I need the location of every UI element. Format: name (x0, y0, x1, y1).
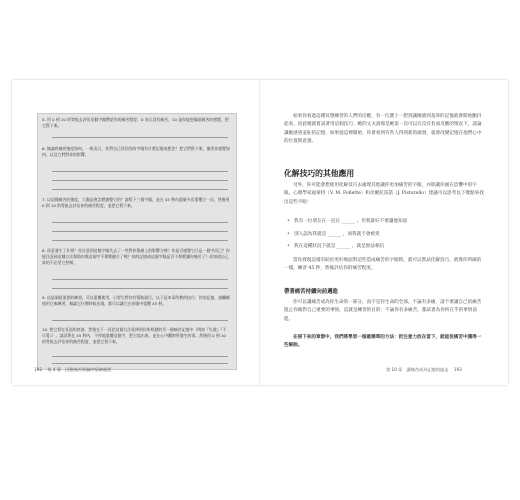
paragraph-3: 當你發現這樣有助於更好地面對這些造成痛苦的字眼時，就可以嘗試化解技巧，就像你所做的一樣，練習 45 秒，然後評估你的痛苦程度。 (284, 258, 482, 272)
left-footer (30, 367, 111, 373)
emphasis-paragraph: 在接下來的章節中，我們將學習一個最簡單的方法：把注意力放在當下，就能從痛苦中獲得一些解脫。 (284, 335, 482, 349)
question-10: 10. 把它寫在頁面的底部，然後在下一頁把這個方法延伸到你所經歷的另一個痛苦記憶中（例如『失敗』『不可愛』）。請試著在 45 秒內，不停地重覆這個字，把它唸出來，並在心中觀察所發生的事。然後用 0 到 10 的等級去評估你的痛苦程度，並把它寫下來。 (42, 327, 227, 344)
bullet-item: • 我在這種狀況下就是 ______ ，就是無法相信 (294, 244, 484, 250)
right-footer (386, 367, 466, 373)
question-6: 6. 無論疼痛的強度如何，一般而言，你對自己所回答的字眼有什麼記憶或想法？把它們寫下來，描述你感覺如何，以及它們對你的影響。 (42, 146, 230, 157)
answer-line[interactable] (52, 222, 228, 223)
paragraph-intro: 如果你看過這種冥想練習的人們的反應，有一位護士一想到讓她感到羞辱的記憶就會開始顫抖起來，因此她就嘗試著用這個技巧；她的丈夫說那是她第一次可以在沒有負面反應的情況下，談論讓她感到羞恥的記憶，如果從這裡開始，你會看到有些人得到新的啟發，就會改變記憶在他們心中的位置與意義。 (284, 114, 482, 145)
answer-line[interactable] (52, 137, 228, 138)
answer-line[interactable] (52, 320, 228, 321)
paragraph-4: 你可以讓痛苦成為你生命的一部分，而不是你生命的全部。不論有多痛，請不要讓自己的痛苦阻止你做對自己重要的事情。這就是練習的目的：不論你有多痛苦，都試著為你所在乎的事情前進。 (284, 300, 482, 322)
question-9: 9. 這是個很重要的練習，可以重覆使用，只要它對你有幫助就行。以下是本章所教的技巧：你的記憶，請繼續使用它來練習，無論它什麼時候出現，都可以讓它在你腦中重覆 45 秒。 (42, 295, 230, 306)
right-page-number: 193 (453, 367, 462, 372)
question-7: 7. 以這種痛苦的強度，大腦是會怎麼調整它的？請寫下三個字眼，並在 45 秒內盡量多次重覆它一次，然後用 0 到 10 的等級去評估你的痛苦程度，並把它寫下來。 (42, 197, 230, 208)
answer-line[interactable] (52, 279, 228, 280)
question-8: 8. 留意發生了什麼？你注意到這個字眼失去了一些對你情緒上的影響力嗎？你是否感覺它只是一個字而已？你能注意到這種方法幫助你與這個字不那麼融合了嗎？你的記憶或這個字眼是否不那麼讓你痛苦了？你知道自己真的不必受它控制。 (42, 248, 230, 265)
paragraph-2: 另外，你可能會想使用化解技巧去處理其他讓你更加痛苦的字眼，亦即讓你處在恐懼中的字眼。心理學家福萊特（V. M. Follette）和皮爾托雷諾（J. Pistorello）建議可以思考以下幾點來找出這些字眼： (284, 183, 484, 205)
left-page-number: 192 (34, 367, 42, 372)
answer-line[interactable] (52, 356, 228, 357)
page-gutter (259, 80, 261, 385)
bullet-item: • 我有一位朋友在一直在 ______ 。但我最好不要讓他知道 (294, 219, 484, 225)
subsection-heading: 帶著痛苦持續向前邁進 (284, 289, 338, 295)
question-5: 5. 用 0 到 10 的等級去評估這個字眼帶給你的痛苦程度：0 表示沒有痛苦，10 是你能想像最痛苦的感覺，把它寫下來。 (42, 117, 229, 128)
left-footer-title: 第 4 篇 因應痛苦經驗的情緒處理 (47, 367, 112, 372)
answer-line[interactable] (52, 288, 228, 289)
answer-line[interactable] (52, 189, 228, 190)
answer-line[interactable] (52, 231, 228, 232)
section-heading: 化解技巧的其他應用 (284, 169, 355, 178)
right-footer-title: 第 10 章 讓痛苦成為記憶的過去 (386, 367, 449, 372)
answer-line[interactable] (52, 363, 228, 364)
worksheet-box (37, 113, 237, 370)
answer-line[interactable] (52, 180, 228, 181)
bullet-item: • 別人認為我就是 ______ ，而我就不會被愛 (294, 232, 484, 238)
answer-line[interactable] (52, 240, 228, 241)
answer-line[interactable] (52, 171, 228, 172)
